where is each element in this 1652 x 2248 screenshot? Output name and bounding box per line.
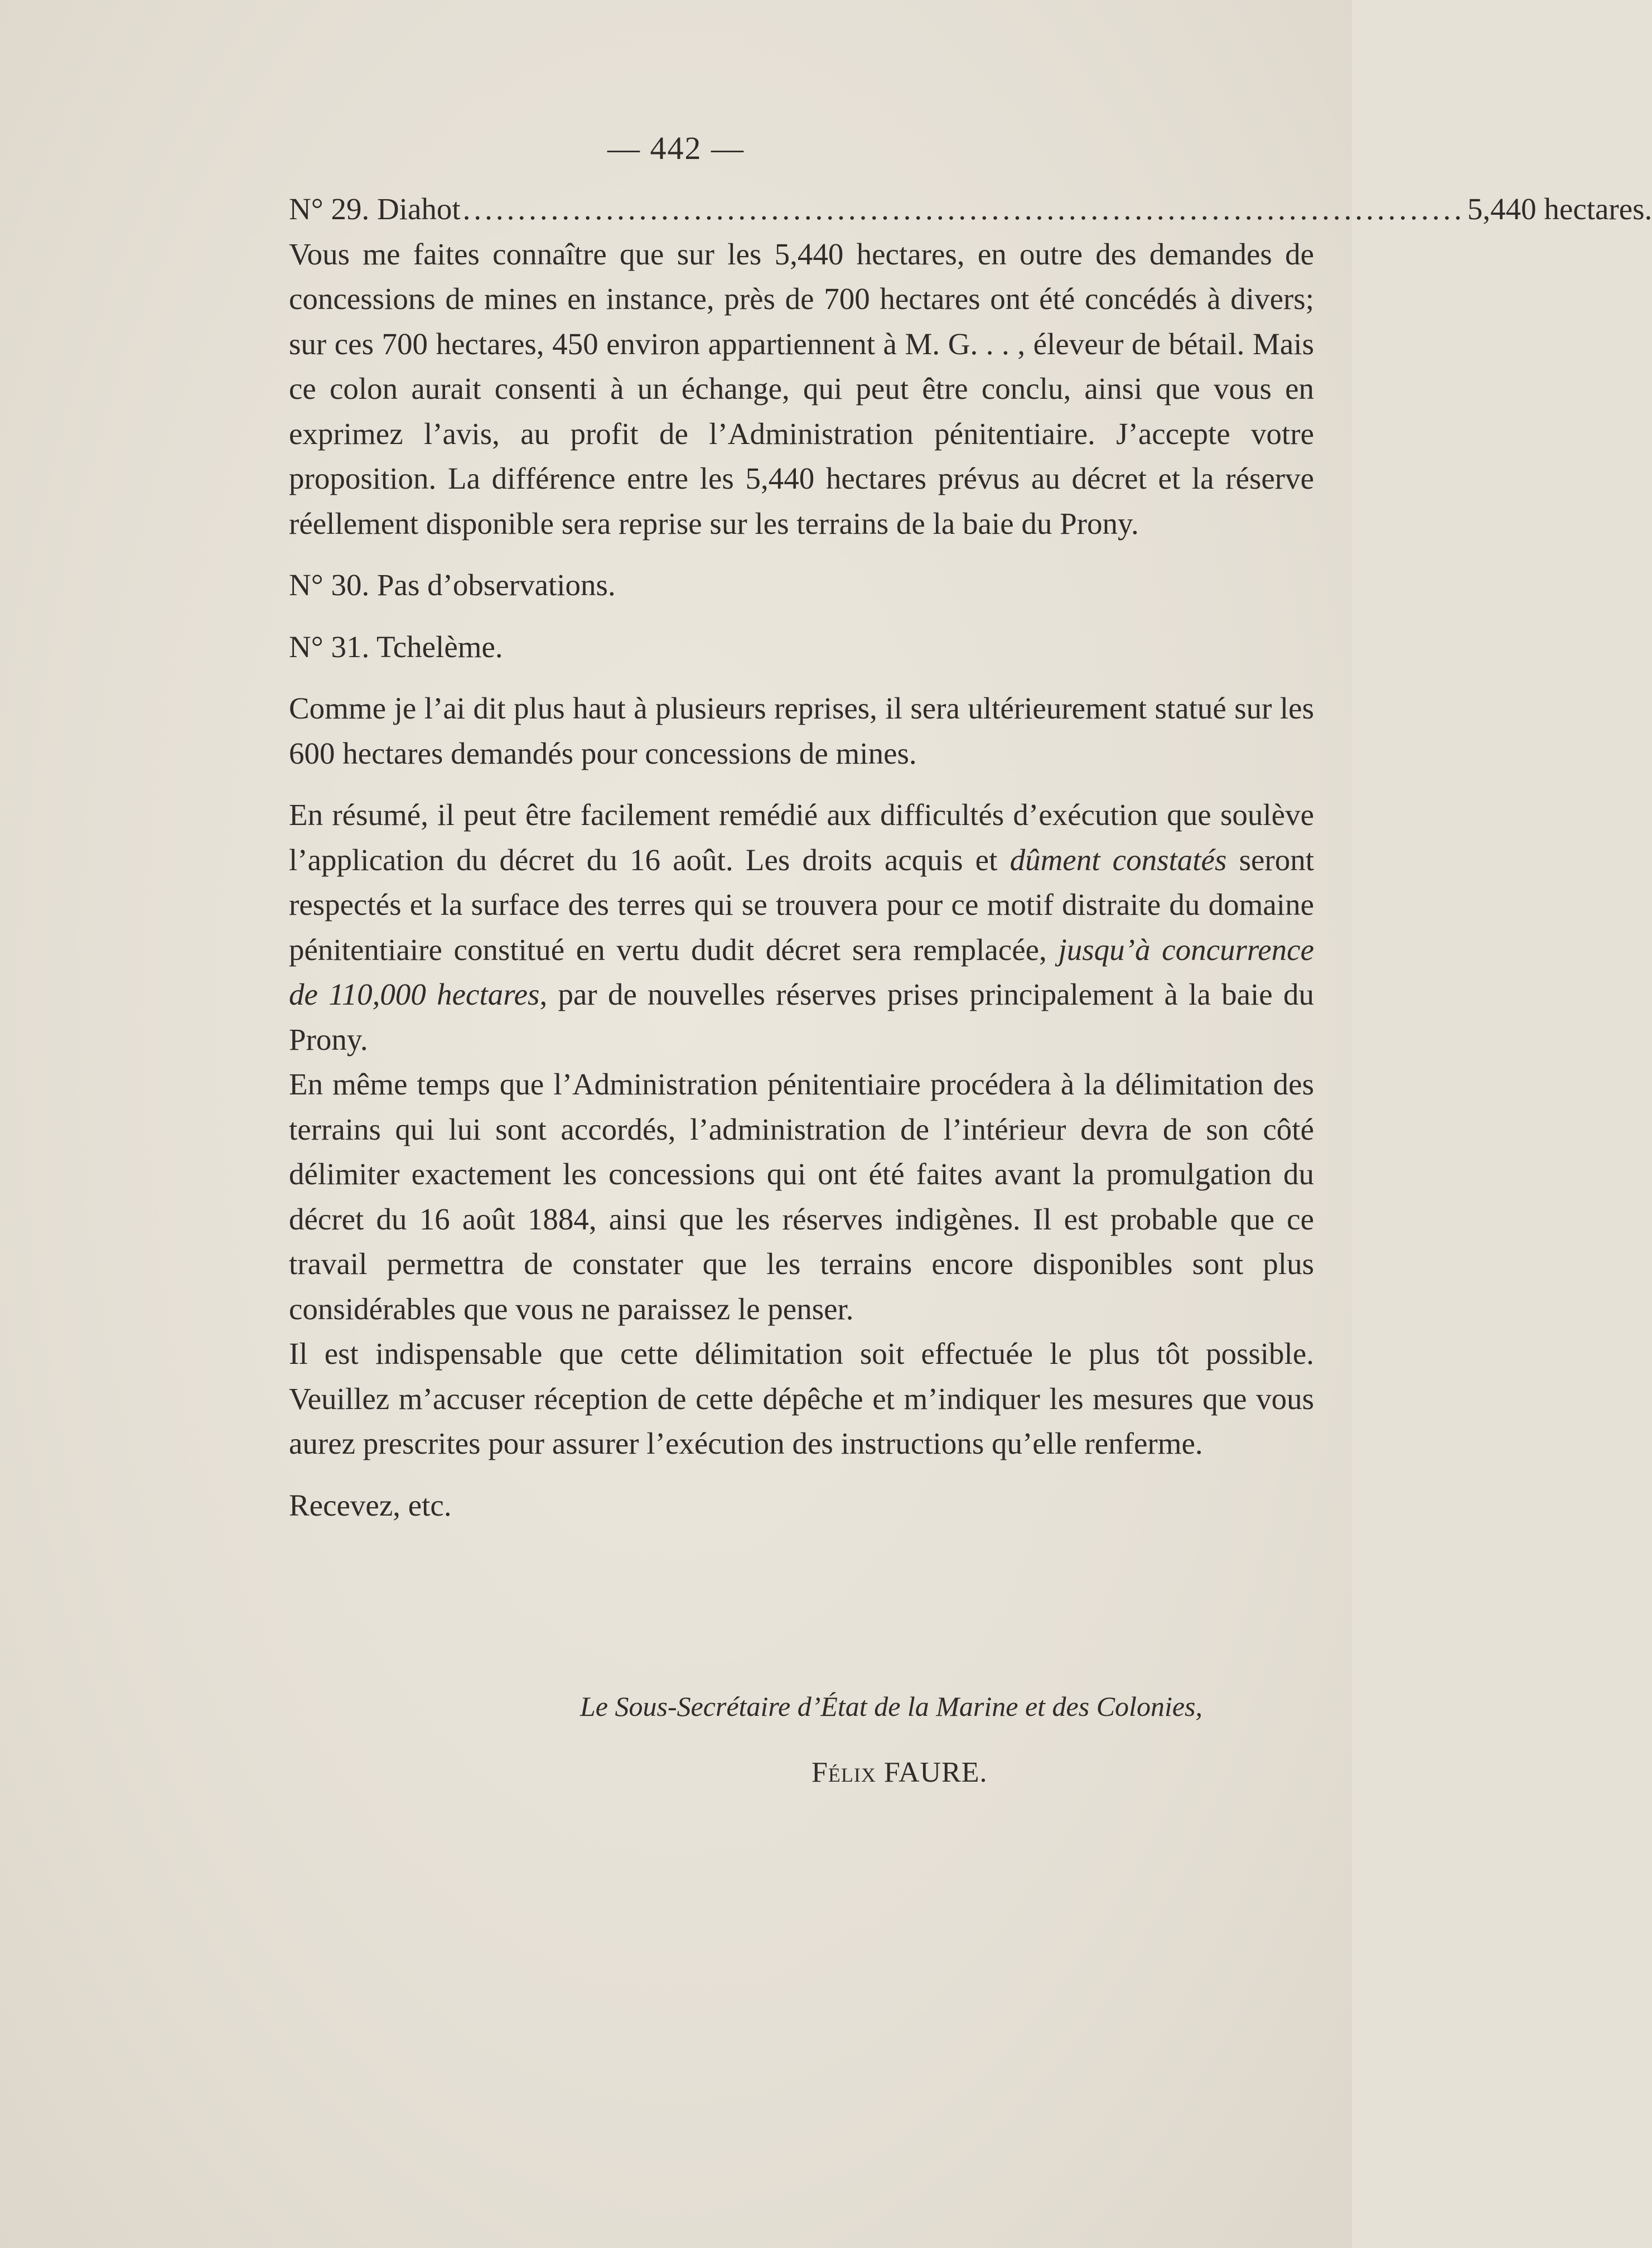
resume-emphasis-1: dûment constatés (1009, 842, 1227, 877)
paragraph-closing: Recevez, etc. (289, 1488, 452, 1522)
paragraph-diahot: Vous me faites connaître que sur les 5,440 hectares, en outre des demandes de concessions de mines en instance, près de 700 hectares ont été concédés à divers; sur ces 700 hectares, 450 environ appartiennent à M. G. . . , éleveur de bétail. Mais ce colon aurait consenti à un échange, qui peut être conclu, ainsi que vous en exprimez l’avis, au profit de l’Administration pénitentiaire. J’accepte votre proposition. La différence entre les 5,440 hectares prévus au décret et la réserve réellement disponible sera reprise sur les terrains de la baie du Prony. (289, 237, 1314, 541)
entry-29-value: 5,440 hectares. (1467, 192, 1652, 226)
resume-text-1: En résumé, il peut être facilement remédié aux difficultés d’exécution que soulève l’application du décret du 16 août. Les droits acquis et (289, 798, 1314, 877)
resume-emphasis-2: jusqu’à concurrence de 110,000 hectares (289, 932, 1314, 1011)
paragraph-resume (289, 793, 1314, 1062)
entry-29-label: N° 29. Diahot (289, 192, 461, 226)
paragraph-entry-31: N° 31. Tchelème. (289, 629, 503, 664)
body-text (289, 187, 1652, 1528)
signature-title: Le Sous-Secrétaire d’État de la Marine et des Colonies, (580, 1691, 1202, 1722)
resume-text-3: , par de nouvelles réserves prises principalement à la baie du Prony. (289, 977, 1314, 1057)
signer-first-name: Félix (811, 1757, 876, 1788)
signer-last-name: FAURE. (883, 1757, 988, 1788)
paragraph-delimitation: En même temps que l’Administration pénitentiaire procédera à la délimitation des terrains qui lui sont accordés, l’administration de l’intérieur devra de son côté délimiter exactement les concessions qui ont été faites avant la promulgation du décret du 16 août 1884, ainsi que les réserves indigènes. Il est probable que ce travail permettra de constater que les terrains encore disponibles sont plus considérables que vous ne paraissez le penser. (289, 1067, 1314, 1326)
paragraph-entry-30: N° 30. Pas d’observations. (289, 568, 616, 602)
signer-name (811, 1756, 988, 1789)
paragraph-indispensable: Il est indispensable que cette délimitation soit effectuée le plus tôt possible. Veuillez m’accuser réception de cette dépêche et m’indiquer les mesures que vous aurez prescrites pour assurer l’exécution des instructions qu’elle renferme. (289, 1337, 1314, 1460)
resume-text-2: seront respectés et la surface des terres qui se trouvera pour ce motif distraite du domaine pénitentiaire constitué en vertu dudit décret sera remplacée, (289, 842, 1314, 967)
page-number: — 442 — (607, 130, 745, 166)
entry-29 (289, 187, 1652, 232)
entry-29-leader-dots: ........................................................................................... (462, 192, 1465, 226)
paragraph-tcheleme: Comme je l’ai dit plus haut à plusieurs reprises, il sera ultérieurement statué sur les 600 hectares demandés pour concessions de mines. (289, 691, 1314, 770)
